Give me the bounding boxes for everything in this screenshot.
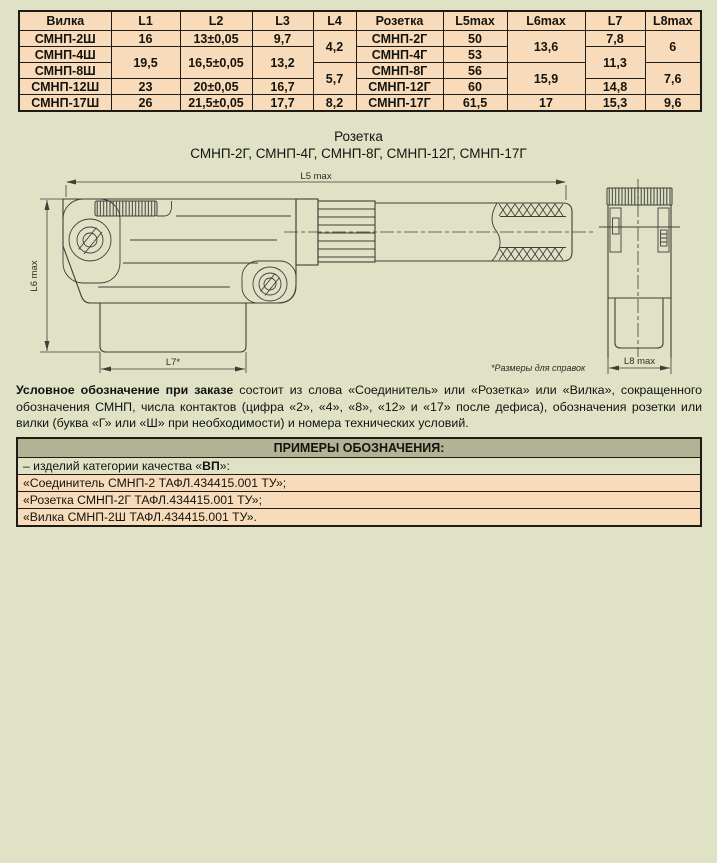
screw-icon xyxy=(253,267,287,301)
table-cell: СМНП-2Ш xyxy=(19,31,111,47)
table-row xyxy=(19,95,701,112)
designation-examples-table xyxy=(16,437,702,527)
table-cell: 7,6 xyxy=(645,63,701,95)
example-designation-row: «Вилка СМНП-2Ш ТАФЛ.434415.001 ТУ». xyxy=(18,509,700,525)
table-row xyxy=(19,31,701,47)
table-cell: 15,3 xyxy=(585,95,645,112)
table-cell: 11,3 xyxy=(585,47,645,79)
table-cell: 13±0,05 xyxy=(180,31,252,47)
table-cell: 21,5±0,05 xyxy=(180,95,252,112)
table-cell: 7,8 xyxy=(585,31,645,47)
table-cell: 15,9 xyxy=(507,63,585,95)
dimension-l5 xyxy=(66,171,566,200)
dimension-l7 xyxy=(100,352,246,373)
dimensions-table xyxy=(18,10,702,112)
category-grade: ВП xyxy=(202,459,220,473)
table-cell: 26 xyxy=(111,95,180,112)
dim-label-l6: L6 max xyxy=(29,260,40,292)
column-header: Вилка xyxy=(19,11,111,31)
table-cell: 16 xyxy=(111,31,180,47)
table-cell: 13,6 xyxy=(507,31,585,63)
column-header: L2 xyxy=(180,11,252,31)
table-cell: 17,7 xyxy=(252,95,313,112)
table-cell: 23 xyxy=(111,79,180,95)
table-cell: СМНП-17Ш xyxy=(19,95,111,112)
table-cell: 4,2 xyxy=(313,31,356,63)
table-cell: СМНП-4Г xyxy=(356,47,443,63)
knurl-thumbwheel xyxy=(95,201,157,216)
table-cell: 56 xyxy=(443,63,507,79)
table-cell: 17 xyxy=(507,95,585,112)
examples-header: ПРИМЕРЫ ОБОЗНАЧЕНИЯ: xyxy=(18,439,700,458)
table-cell: СМНП-17Г xyxy=(356,95,443,112)
ordering-designation-paragraph xyxy=(16,382,702,432)
technical-drawing xyxy=(0,170,717,382)
column-header: L8max xyxy=(645,11,701,31)
examples-category-row xyxy=(18,458,700,475)
table-cell: 20±0,05 xyxy=(180,79,252,95)
table-row xyxy=(19,47,701,63)
example-designation-row: «Розетка СМНП-2Г ТАФЛ.434415.001 ТУ»; xyxy=(18,492,700,509)
dimensions-table-header xyxy=(19,11,701,31)
dim-label-l7: L7* xyxy=(165,357,181,368)
drawing-title: Розетка xyxy=(334,129,383,144)
table-cell: 53 xyxy=(443,47,507,63)
reference-dimensions-note: *Размеры для справок xyxy=(491,363,586,373)
table-row xyxy=(19,79,701,95)
column-header: L4 xyxy=(313,11,356,31)
table-cell: 13,2 xyxy=(252,47,313,79)
table-cell: 60 xyxy=(443,79,507,95)
category-suffix: »: xyxy=(219,459,230,473)
front-view xyxy=(599,179,680,358)
table-cell: СМНП-12Г xyxy=(356,79,443,95)
category-prefix: – изделий категории качества « xyxy=(23,459,203,473)
column-header: L7 xyxy=(585,11,645,31)
screw-icon xyxy=(69,219,111,261)
table-cell: 14,8 xyxy=(585,79,645,95)
dimension-l8 xyxy=(608,356,671,374)
column-header: L3 xyxy=(252,11,313,31)
column-header: L6max xyxy=(507,11,585,31)
ordering-lead: Условное обозначение при заказе xyxy=(16,383,234,397)
knurl-cap xyxy=(607,188,672,205)
table-cell: СМНП-8Г xyxy=(356,63,443,79)
table-cell: 16,7 xyxy=(252,79,313,95)
side-view xyxy=(63,199,594,352)
dimension-l6 xyxy=(29,199,100,352)
dim-label-l8: L8 max xyxy=(623,356,656,367)
column-header: L1 xyxy=(111,11,180,31)
table-cell: 8,2 xyxy=(313,95,356,112)
drawing-subtitle: СМНП-2Г, СМНП-4Г, СМНП-8Г, СМНП-12Г, СМНП-17Г xyxy=(190,146,527,161)
table-cell: СМНП-8Ш xyxy=(19,63,111,79)
table-cell: 5,7 xyxy=(313,63,356,95)
table-cell: 50 xyxy=(443,31,507,47)
table-cell: 16,5±0,05 xyxy=(180,47,252,79)
example-designation-row: «Соединитель СМНП-2 ТАФЛ.434415.001 ТУ»; xyxy=(18,475,700,492)
table-cell: СМНП-4Ш xyxy=(19,47,111,63)
table-cell: 19,5 xyxy=(111,47,180,79)
table-cell: 9,7 xyxy=(252,31,313,47)
table-cell: СМНП-2Г xyxy=(356,31,443,47)
dim-label-l5: L5 max xyxy=(300,171,332,182)
ordering-body: состоит из слова «Соединитель» или «Розетка» или «Вилка», сокращенного обозначения СМНП, числа контактов (цифра «2», «4», «8», «12» и «17» после дефиса), обозначения розетки или вилки (буква «Г» или «Ш» при необходимости) и номера технических условий. xyxy=(16,383,702,431)
table-cell: 9,6 xyxy=(645,95,701,112)
column-header: Розетка xyxy=(356,11,443,31)
knurled-nut xyxy=(318,201,375,262)
table-cell: 6 xyxy=(645,31,701,63)
table-cell: 61,5 xyxy=(443,95,507,112)
column-header: L5max xyxy=(443,11,507,31)
table-cell: СМНП-12Ш xyxy=(19,79,111,95)
